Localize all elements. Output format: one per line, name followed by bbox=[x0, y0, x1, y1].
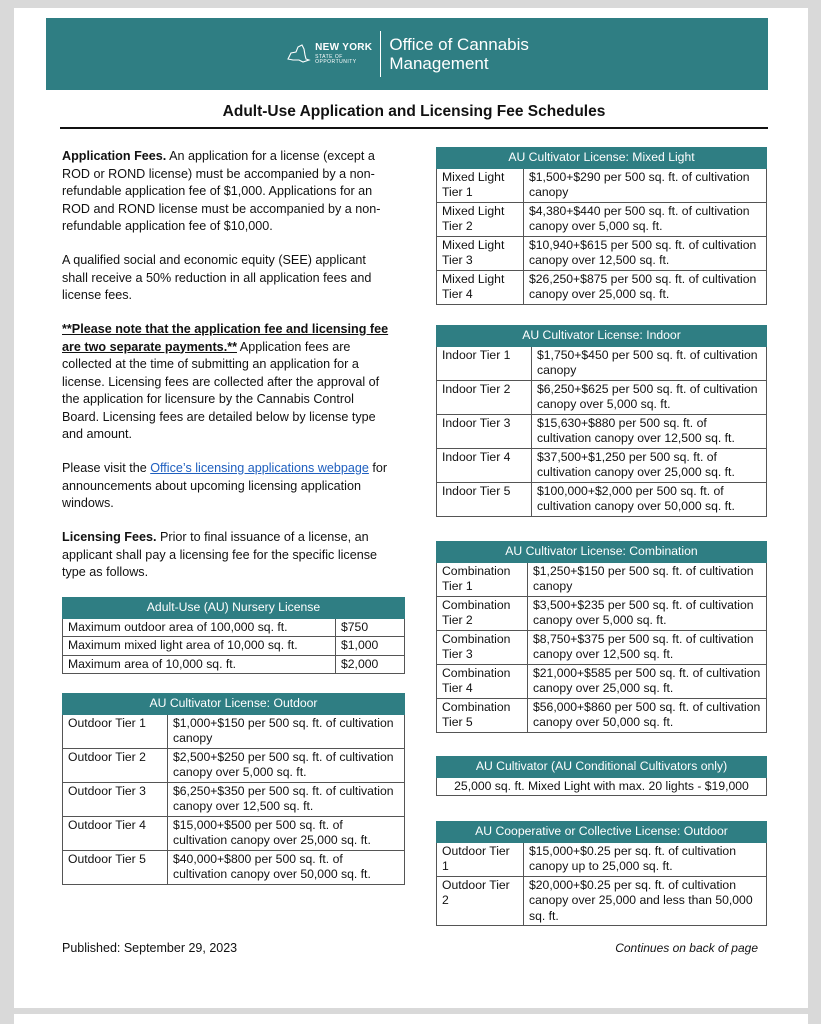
fee-cell: $1,000 bbox=[336, 637, 405, 656]
table-title: AU Cooperative or Collective License: Outdoor bbox=[437, 822, 767, 843]
table-row bbox=[437, 630, 767, 664]
visit-text-post: for announcements about upcoming licensing application windows. bbox=[62, 461, 388, 510]
fee-cell: $15,000+$0.25 per sq. ft. of cultivation canopy up to 25,000 sq. ft. bbox=[524, 842, 767, 876]
fee-cell: $40,000+$800 per 500 sq. ft. of cultivation canopy over 50,000 sq. ft. bbox=[168, 850, 405, 884]
table-row bbox=[63, 782, 405, 816]
table-row bbox=[437, 698, 767, 732]
ny-state-logo bbox=[285, 31, 381, 77]
licensing-fees-paragraph bbox=[62, 529, 392, 582]
table-title: Adult-Use (AU) Nursery License bbox=[63, 598, 405, 619]
tier-cell: Indoor Tier 1 bbox=[437, 346, 532, 380]
tier-cell: Indoor Tier 5 bbox=[437, 482, 532, 516]
mixed-light-cultivator-table bbox=[436, 147, 767, 305]
table-row bbox=[437, 664, 767, 698]
visit-webpage-paragraph bbox=[62, 460, 392, 513]
see-reduction-paragraph: A qualified social and economic equity (SEE) applicant shall receive a 50% reduction in all application fees and license fees. bbox=[62, 253, 372, 302]
table-row bbox=[437, 777, 767, 796]
area-cell: Maximum outdoor area of 100,000 sq. ft. bbox=[63, 618, 336, 637]
visit-text-pre: Please visit the bbox=[62, 461, 151, 475]
table-row bbox=[437, 562, 767, 596]
separate-payments-note bbox=[62, 321, 392, 444]
office-name-line-1: Office of Cannabis bbox=[389, 35, 529, 54]
fee-cell: $21,000+$585 per 500 sq. ft. of cultivation canopy over 25,000 sq. ft. bbox=[528, 664, 767, 698]
fee-cell: $3,500+$235 per 500 sq. ft. of cultivation canopy over 5,000 sq. ft. bbox=[528, 596, 767, 630]
office-name bbox=[389, 35, 529, 73]
fee-cell: $15,000+$500 per 500 sq. ft. of cultivation canopy over 25,000 sq. ft. bbox=[168, 816, 405, 850]
cooperative-outdoor-table bbox=[436, 821, 767, 926]
tier-cell: Combination Tier 3 bbox=[437, 630, 528, 664]
tier-cell: Combination Tier 2 bbox=[437, 596, 528, 630]
ny-logo-main-text: NEW YORK bbox=[315, 42, 373, 53]
fee-cell: $20,000+$0.25 per sq. ft. of cultivation canopy over 25,000 and less than 50,000 sq. ft. bbox=[524, 876, 767, 926]
fee-cell: $10,940+$615 per 500 sq. ft. of cultivation canopy over 12,500 sq. ft. bbox=[524, 236, 767, 270]
tier-cell: Outdoor Tier 1 bbox=[63, 714, 168, 748]
table-row bbox=[437, 346, 767, 380]
table-row bbox=[437, 448, 767, 482]
tier-cell: Outdoor Tier 1 bbox=[437, 842, 524, 876]
table-row bbox=[63, 655, 405, 674]
combination-cultivator-table bbox=[436, 541, 767, 733]
area-cell: Maximum area of 10,000 sq. ft. bbox=[63, 655, 336, 674]
table-title: AU Cultivator License: Indoor bbox=[437, 326, 767, 347]
table-row bbox=[437, 202, 767, 236]
published-date: Published: September 29, 2023 bbox=[62, 941, 238, 955]
licensing-fees-text: Prior to final issuance of a license, an applicant shall pay a licensing fee for the specific license type as follows. bbox=[62, 530, 378, 579]
area-cell: Maximum mixed light area of 10,000 sq. ft. bbox=[63, 637, 336, 656]
fee-cell: $750 bbox=[336, 618, 405, 637]
fee-cell: $100,000+$2,000 per 500 sq. ft. of cultivation canopy over 50,000 sq. ft. bbox=[532, 482, 767, 516]
tier-cell: Outdoor Tier 3 bbox=[63, 782, 168, 816]
tier-cell: Mixed Light Tier 2 bbox=[437, 202, 524, 236]
header-banner bbox=[46, 18, 768, 90]
table-row bbox=[437, 842, 767, 876]
application-fees-paragraph bbox=[62, 148, 392, 236]
table-title: AU Cultivator License: Combination bbox=[437, 542, 767, 563]
fee-cell: $26,250+$875 per 500 sq. ft. of cultivation canopy over 25,000 sq. ft. bbox=[524, 270, 767, 304]
fee-cell: $15,630+$880 per 500 sq. ft. of cultivation canopy over 12,500 sq. ft. bbox=[532, 414, 767, 448]
licensing-applications-link[interactable]: Office’s licensing applications webpage bbox=[150, 461, 369, 475]
continues-note: Continues on back of page bbox=[615, 941, 758, 955]
tier-cell: Mixed Light Tier 3 bbox=[437, 236, 524, 270]
table-row bbox=[437, 380, 767, 414]
tier-cell: Outdoor Tier 4 bbox=[63, 816, 168, 850]
nursery-license-table bbox=[62, 597, 405, 674]
table-row bbox=[63, 748, 405, 782]
table-row bbox=[63, 637, 405, 656]
fee-cell: $1,750+$450 per 500 sq. ft. of cultivation canopy bbox=[532, 346, 767, 380]
fee-cell: $2,000 bbox=[336, 655, 405, 674]
tier-cell: Combination Tier 4 bbox=[437, 664, 528, 698]
table-row bbox=[437, 596, 767, 630]
table-row bbox=[437, 168, 767, 202]
tier-cell: Outdoor Tier 5 bbox=[63, 850, 168, 884]
fee-cell: $4,380+$440 per 500 sq. ft. of cultivation canopy over 5,000 sq. ft. bbox=[524, 202, 767, 236]
ny-state-outline-icon bbox=[285, 43, 311, 65]
table-row bbox=[437, 876, 767, 926]
table-row bbox=[63, 618, 405, 637]
table-title: AU Cultivator License: Outdoor bbox=[63, 694, 405, 715]
tier-cell: Mixed Light Tier 1 bbox=[437, 168, 524, 202]
table-row bbox=[437, 414, 767, 448]
ny-logo-sub-text: STATE OF bbox=[315, 54, 343, 60]
tier-cell: Mixed Light Tier 4 bbox=[437, 270, 524, 304]
fee-cell: $1,500+$290 per 500 sq. ft. of cultivation canopy bbox=[524, 168, 767, 202]
fee-cell: $6,250+$350 per 500 sq. ft. of cultivation canopy over 12,500 sq. ft. bbox=[168, 782, 405, 816]
separate-payments-note-text: Application fees are collected at the time of submitting an application for a license. Licensing fees are collected after the approval of the application for licensure by the Cannabis Control Board. Licensing fees are detailed below by license type and amount. bbox=[62, 339, 380, 441]
table-row bbox=[63, 714, 405, 748]
tier-cell: Outdoor Tier 2 bbox=[63, 748, 168, 782]
fee-cell: $2,500+$250 per 500 sq. ft. of cultivation canopy over 5,000 sq. ft. bbox=[168, 748, 405, 782]
ny-logo-sub-text-2: OPPORTUNITY bbox=[315, 59, 357, 65]
fee-cell: $37,500+$1,250 per 500 sq. ft. of cultivation canopy over 25,000 sq. ft. bbox=[532, 448, 767, 482]
tier-cell: Outdoor Tier 2 bbox=[437, 876, 524, 926]
fee-cell: $1,000+$150 per 500 sq. ft. of cultivation canopy bbox=[168, 714, 405, 748]
licensing-fees-heading: Licensing Fees. bbox=[62, 530, 157, 544]
tier-cell: Indoor Tier 3 bbox=[437, 414, 532, 448]
table-row bbox=[437, 236, 767, 270]
tier-cell: Indoor Tier 4 bbox=[437, 448, 532, 482]
conditional-cultivator-table bbox=[436, 756, 767, 796]
fee-cell: $1,250+$150 per 500 sq. ft. of cultivation canopy bbox=[528, 562, 767, 596]
table-row bbox=[437, 270, 767, 304]
table-title: AU Cultivator (AU Conditional Cultivators only) bbox=[437, 757, 767, 778]
tier-cell: Indoor Tier 2 bbox=[437, 380, 532, 414]
fee-cell: $8,750+$375 per 500 sq. ft. of cultivation canopy over 12,500 sq. ft. bbox=[528, 630, 767, 664]
fee-cell: $6,250+$625 per 500 sq. ft. of cultivation canopy over 5,000 sq. ft. bbox=[532, 380, 767, 414]
tier-cell: Combination Tier 5 bbox=[437, 698, 528, 732]
table-title: AU Cultivator License: Mixed Light bbox=[437, 148, 767, 169]
office-name-line-2: Management bbox=[389, 54, 489, 73]
document-title: Adult-Use Application and Licensing Fee Schedules bbox=[60, 103, 768, 129]
table-row bbox=[63, 850, 405, 884]
separate-payments-note-bold: **Please note that the application fee and licensing fee are two separate payments.** bbox=[62, 322, 389, 354]
outdoor-cultivator-table bbox=[62, 693, 405, 885]
table-row bbox=[63, 816, 405, 850]
next-page-edge bbox=[14, 1014, 808, 1024]
table-row bbox=[437, 482, 767, 516]
application-fees-heading: Application Fees. bbox=[62, 149, 167, 163]
conditional-fee-cell: 25,000 sq. ft. Mixed Light with max. 20 lights - $19,000 bbox=[437, 777, 767, 796]
application-fees-text: An application for a license (except a ROD or ROND license) must be accompanied by a non-refundable application fee of $1,000. Applications for an ROD and ROND license must be accompanied by a non-refundable application fee of $10,000. bbox=[62, 149, 381, 233]
fee-cell: $56,000+$860 per 500 sq. ft. of cultivation canopy over 50,000 sq. ft. bbox=[528, 698, 767, 732]
indoor-cultivator-table bbox=[436, 325, 767, 517]
tier-cell: Combination Tier 1 bbox=[437, 562, 528, 596]
